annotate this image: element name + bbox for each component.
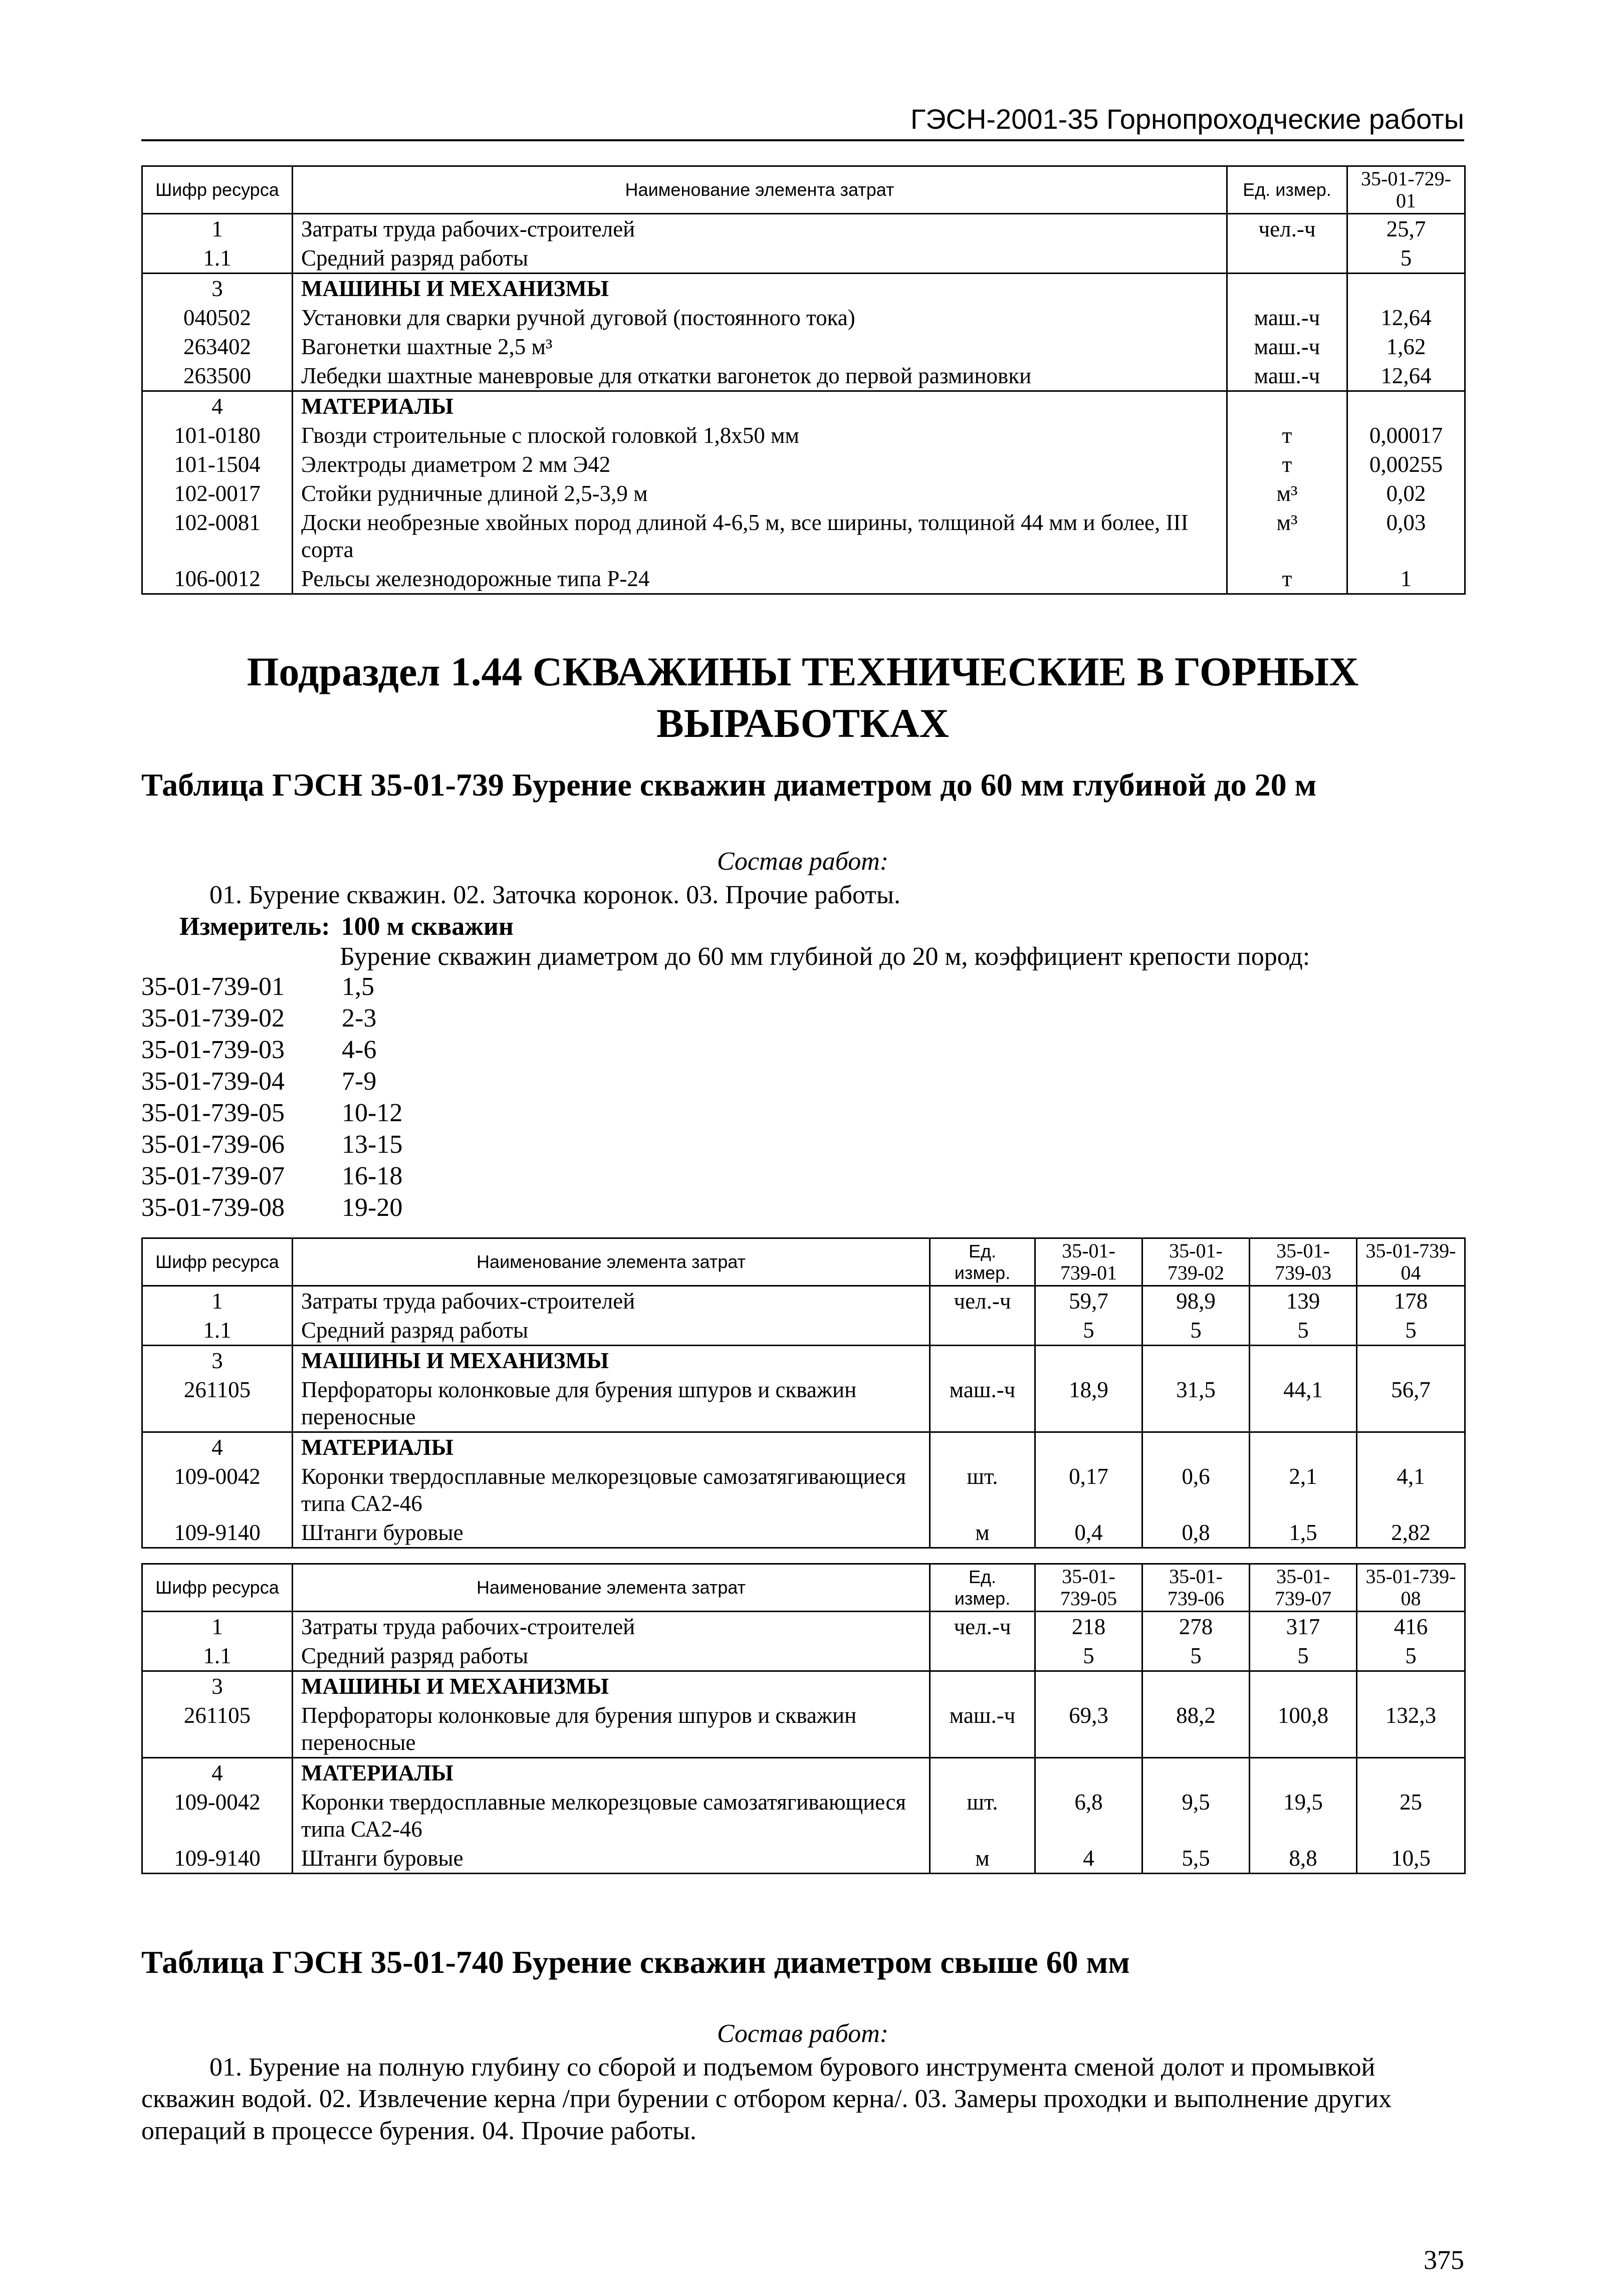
resource-name: Средний разряд работы: [293, 1316, 930, 1346]
table-row: [142, 1316, 1465, 1346]
resource-unit: [1227, 391, 1347, 421]
works-text-740: 01. Бурение на полную глубину со сборой и подъемом бурового инструмента сменой долот и промывкой скважин водой. 02. Извлечение керна /при бурении с отбором керна/. 03. Замеры проходки и выполнение других операций в процессе бурения. 04. Прочие работы.: [141, 2053, 1392, 2145]
norm-value: [1142, 1346, 1250, 1376]
norm-value: 25,7: [1347, 214, 1465, 244]
norm-value: 8,8: [1250, 1844, 1357, 1874]
norm-codes-list: [141, 971, 402, 1223]
resource-name: МАТЕРИАЛЫ: [293, 1432, 930, 1462]
resource-unit: маш.-ч: [930, 1375, 1035, 1432]
resource-unit: [930, 1316, 1035, 1346]
resource-code: 1.1: [142, 243, 293, 274]
resource-name: Затраты труда рабочих-строителей: [293, 1612, 930, 1642]
norm-value: 44,1: [1250, 1375, 1357, 1432]
norm-value: 4: [1035, 1844, 1142, 1874]
resource-code: 3: [142, 274, 293, 304]
norm-code: 35-01-739-05: [141, 1099, 285, 1127]
norm-code-row: [141, 1129, 402, 1160]
norm-value: 317: [1250, 1612, 1357, 1642]
norm-value: 1,62: [1347, 332, 1465, 361]
rock-hardness: 7-9: [342, 1067, 377, 1096]
table-row: [142, 391, 1465, 421]
resource-unit: шт.: [930, 1462, 1035, 1518]
resource-name: Электроды диаметром 2 мм Э42: [293, 450, 1227, 479]
resource-name: МАШИНЫ И МЕХАНИЗМЫ: [293, 1346, 930, 1376]
rock-hardness: 4-6: [342, 1036, 377, 1064]
norm-value: [1357, 1432, 1465, 1462]
resource-unit: м³: [1227, 508, 1347, 564]
table-row: [142, 303, 1465, 332]
norm-value: [1250, 1432, 1357, 1462]
works-label-740: Состав работ:: [717, 2019, 889, 2048]
norm-value: 98,9: [1142, 1286, 1250, 1316]
norm-code: 35-01-739-04: [141, 1067, 285, 1096]
resource-code: 263500: [142, 361, 293, 391]
resource-unit: маш.-ч: [930, 1701, 1035, 1758]
rock-hardness: 10-12: [342, 1099, 403, 1127]
resource-unit: м³: [1227, 479, 1347, 508]
rock-hardness: 2-3: [342, 1004, 377, 1033]
table-row: [142, 564, 1465, 594]
resource-unit: шт.: [930, 1788, 1035, 1844]
norm-value: 278: [1142, 1612, 1250, 1642]
resource-unit: чел.-ч: [930, 1286, 1035, 1316]
resource-unit: маш.-ч: [1227, 303, 1347, 332]
table-row: [142, 421, 1465, 450]
norm-value: 5: [1357, 1316, 1465, 1346]
resource-unit: [1227, 243, 1347, 274]
norm-value: 1,5: [1250, 1518, 1357, 1548]
col-header-code: Шифр ресурса: [142, 1238, 293, 1286]
resource-code: 040502: [142, 303, 293, 332]
resource-name: Средний разряд работы: [293, 243, 1227, 274]
col-header-norm: 35-01-739-07: [1250, 1564, 1357, 1612]
resource-code: 102-0081: [142, 508, 293, 564]
resource-name: МАШИНЫ И МЕХАНИЗМЫ: [293, 1671, 930, 1701]
norm-value: [1142, 1671, 1250, 1701]
resource-name: Вагонетки шахтные 2,5 м³: [293, 332, 1227, 361]
norm-value: 0,00255: [1347, 450, 1465, 479]
table-row: [142, 1788, 1465, 1844]
norm-value: [1357, 1346, 1465, 1376]
resource-code: 1: [142, 1612, 293, 1642]
table-row: [142, 274, 1465, 304]
table-row: [142, 479, 1465, 508]
resource-table-739-b: [141, 1563, 1466, 1874]
resource-code: 3: [142, 1671, 293, 1701]
table-739-title: Таблица ГЭСН 35-01-739 Бурение скважин диаметром до 60 мм глубиной до 20 м: [141, 767, 1317, 803]
table-row: [142, 1671, 1465, 1701]
table-row: [142, 1375, 1465, 1432]
norm-value: [1142, 1432, 1250, 1462]
works-text: 01. Бурение скважин. 02. Заточка коронок. 03. Прочие работы.: [209, 881, 900, 909]
norm-value: 5,5: [1142, 1844, 1250, 1874]
norm-value: 0,03: [1347, 508, 1465, 564]
norm-value: 12,64: [1347, 361, 1465, 391]
norm-value: [1035, 1432, 1142, 1462]
norm-value: [1142, 1758, 1250, 1788]
resource-name: МАШИНЫ И МЕХАНИЗМЫ: [293, 274, 1227, 304]
resource-unit: м: [930, 1844, 1035, 1874]
norm-code: 35-01-739-02: [141, 1004, 285, 1033]
resource-code: 1: [142, 1286, 293, 1316]
measure-label: Измеритель:: [179, 912, 330, 941]
resource-code: 261105: [142, 1701, 293, 1758]
norm-value: [1250, 1758, 1357, 1788]
norm-value: 0,6: [1142, 1462, 1250, 1518]
norm-value: 31,5: [1142, 1375, 1250, 1432]
resource-name: Коронки твердосплавные мелкорезцовые самозатягивающиеся типа СА2-46: [293, 1788, 930, 1844]
resource-code: 3: [142, 1346, 293, 1376]
resource-unit: чел.-ч: [930, 1612, 1035, 1642]
norm-value: 178: [1357, 1286, 1465, 1316]
resource-name: Рельсы железнодорожные типа Р-24: [293, 564, 1227, 594]
rock-hardness: 13-15: [342, 1130, 403, 1159]
page-number: 375: [1424, 2245, 1464, 2275]
table-row: [142, 332, 1465, 361]
resource-code: 101-1504: [142, 450, 293, 479]
col-header-code: Шифр ресурса: [142, 166, 293, 214]
norm-value: 12,64: [1347, 303, 1465, 332]
norm-value: [1347, 391, 1465, 421]
norm-value: 132,3: [1357, 1701, 1465, 1758]
resource-code: 1: [142, 214, 293, 244]
rock-hardness: 19-20: [342, 1193, 403, 1222]
table-row: [142, 361, 1465, 391]
norm-code: 35-01-739-07: [141, 1162, 285, 1190]
col-header-unit: Ед. измер.: [1227, 166, 1347, 214]
norm-value: [1035, 1346, 1142, 1376]
norm-value: 56,7: [1357, 1375, 1465, 1432]
table-740-title: Таблица ГЭСН 35-01-740 Бурение скважин диаметром свыше 60 мм: [141, 1944, 1130, 1980]
resource-name: Штанги буровые: [293, 1518, 930, 1548]
resource-name: Установки для сварки ручной дуговой (постоянного тока): [293, 303, 1227, 332]
norm-value: 5: [1035, 1316, 1142, 1346]
col-header-norm: 35-01-739-06: [1142, 1564, 1250, 1612]
resource-unit: [930, 1432, 1035, 1462]
norm-code-row: [141, 1066, 402, 1097]
norm-code: 35-01-739-06: [141, 1130, 285, 1159]
norm-value: 6,8: [1035, 1788, 1142, 1844]
norm-value: 5: [1035, 1641, 1142, 1671]
table-row: [142, 450, 1465, 479]
norm-value: 10,5: [1357, 1844, 1465, 1874]
col-header-name: Наименование элемента затрат: [293, 166, 1227, 214]
norm-value: 2,82: [1357, 1518, 1465, 1548]
col-header-norm: 35-01-739-01: [1035, 1238, 1142, 1286]
norm-value: 5: [1142, 1316, 1250, 1346]
running-header: ГЭСН-2001-35 Горнопроходческие работы: [910, 103, 1464, 135]
norm-value: 218: [1035, 1612, 1142, 1642]
norm-code-row: [141, 1002, 402, 1034]
resource-name: Гвозди строительные с плоской головкой 1,8х50 мм: [293, 421, 1227, 450]
norm-value: 0,4: [1035, 1518, 1142, 1548]
norm-value: [1250, 1346, 1357, 1376]
resource-code: 4: [142, 391, 293, 421]
resource-name: Перфораторы колонковые для бурения шпуров и скважин переносные: [293, 1701, 930, 1758]
norm-value: 25: [1357, 1788, 1465, 1844]
resource-code: 263402: [142, 332, 293, 361]
norm-value: 9,5: [1142, 1788, 1250, 1844]
table-row: [142, 1701, 1465, 1758]
resource-name: Средний разряд работы: [293, 1641, 930, 1671]
norm-code-row: [141, 971, 402, 1002]
table-row: [142, 508, 1465, 564]
table-row: [142, 1612, 1465, 1642]
resource-code: 106-0012: [142, 564, 293, 594]
resource-name: Штанги буровые: [293, 1844, 930, 1874]
norm-value: 416: [1357, 1612, 1465, 1642]
resource-unit: [930, 1671, 1035, 1701]
norm-code-row: [141, 1034, 402, 1066]
norm-code: 35-01-739-01: [141, 972, 285, 1001]
norm-value: 5: [1250, 1641, 1357, 1671]
resource-table-739-a: [141, 1237, 1466, 1549]
resource-name: МАТЕРИАЛЫ: [293, 1758, 930, 1788]
col-header-norm: 35-01-739-02: [1142, 1238, 1250, 1286]
resource-name: МАТЕРИАЛЫ: [293, 391, 1227, 421]
resource-table-729: [141, 165, 1466, 595]
norm-value: 5: [1347, 243, 1465, 274]
table-row: [142, 1844, 1465, 1874]
norm-value: 19,5: [1250, 1788, 1357, 1844]
col-header-name: Наименование элемента затрат: [293, 1238, 930, 1286]
resource-name: Коронки твердосплавные мелкорезцовые самозатягивающиеся типа СА2-46: [293, 1462, 930, 1518]
norm-value: [1357, 1758, 1465, 1788]
resource-name: Лебедки шахтные маневровые для откатки вагонеток до первой разминовки: [293, 361, 1227, 391]
resource-code: 4: [142, 1758, 293, 1788]
norm-value: 59,7: [1035, 1286, 1142, 1316]
works-label: Состав работ:: [717, 847, 889, 876]
norm-value: 0,17: [1035, 1462, 1142, 1518]
resource-code: 109-0042: [142, 1788, 293, 1844]
norm-value: 5: [1142, 1641, 1250, 1671]
col-header-name: Наименование элемента затрат: [293, 1564, 930, 1612]
table-row: [142, 1286, 1465, 1316]
norm-code-row: [141, 1097, 402, 1129]
col-header-norm: 35-01-739-04: [1357, 1238, 1465, 1286]
norm-value: [1357, 1671, 1465, 1701]
resource-unit: [930, 1758, 1035, 1788]
drill-intro: Бурение скважин диаметром до 60 мм глубиной до 20 м, коэффициент крепости пород:: [340, 942, 1310, 971]
resource-name: Затраты труда рабочих-строителей: [293, 1286, 930, 1316]
table-row: [142, 1758, 1465, 1788]
col-header-norm: 35-01-739-03: [1250, 1238, 1357, 1286]
resource-unit: [930, 1641, 1035, 1671]
norm-value: 0,8: [1142, 1518, 1250, 1548]
norm-value: [1035, 1758, 1142, 1788]
resource-unit: маш.-ч: [1227, 361, 1347, 391]
resource-code: 102-0017: [142, 479, 293, 508]
norm-value: 5: [1250, 1316, 1357, 1346]
resource-unit: т: [1227, 450, 1347, 479]
norm-value: 0,00017: [1347, 421, 1465, 450]
norm-code: 35-01-739-08: [141, 1193, 285, 1222]
resource-unit: [1227, 274, 1347, 304]
measure: [179, 912, 514, 941]
rock-hardness: 16-18: [342, 1162, 403, 1190]
resource-unit: маш.-ч: [1227, 332, 1347, 361]
resource-unit: т: [1227, 564, 1347, 594]
resource-unit: [930, 1346, 1035, 1376]
resource-name: Затраты труда рабочих-строителей: [293, 214, 1227, 244]
table-row: [142, 214, 1465, 244]
col-header-code: Шифр ресурса: [142, 1564, 293, 1612]
resource-code: 109-9140: [142, 1518, 293, 1548]
col-header-unit: Ед. измер.: [930, 1238, 1035, 1286]
resource-unit: т: [1227, 421, 1347, 450]
norm-value: [1347, 274, 1465, 304]
resource-code: 101-0180: [142, 421, 293, 450]
resource-code: 261105: [142, 1375, 293, 1432]
col-header-norm: 35-01-739-05: [1035, 1564, 1142, 1612]
table-row: [142, 1346, 1465, 1376]
resource-code: 1.1: [142, 1316, 293, 1346]
norm-value: 5: [1357, 1641, 1465, 1671]
resource-code: 109-0042: [142, 1462, 293, 1518]
norm-value: 2,1: [1250, 1462, 1357, 1518]
norm-value: 4,1: [1357, 1462, 1465, 1518]
norm-value: 88,2: [1142, 1701, 1250, 1758]
table-row: [142, 1432, 1465, 1462]
col-header-norm: 35-01-729-01: [1347, 166, 1465, 214]
table-row: [142, 1518, 1465, 1548]
col-header-norm: 35-01-739-08: [1357, 1564, 1465, 1612]
resource-name: Стойки рудничные длиной 2,5-3,9 м: [293, 479, 1227, 508]
resource-code: 1.1: [142, 1641, 293, 1671]
norm-value: 18,9: [1035, 1375, 1142, 1432]
norm-code-row: [141, 1160, 402, 1192]
resource-code: 109-9140: [142, 1844, 293, 1874]
measure-value: 100 м скважин: [341, 912, 514, 941]
norm-value: 139: [1250, 1286, 1357, 1316]
header-rule: [141, 139, 1464, 141]
norm-value: 1: [1347, 564, 1465, 594]
resource-name: Доски необрезные хвойных пород длиной 4-6,5 м, все ширины, толщиной 44 мм и более, III сорта: [293, 508, 1227, 564]
resource-name: Перфораторы колонковые для бурения шпуров и скважин переносные: [293, 1375, 930, 1432]
resource-unit: м: [930, 1518, 1035, 1548]
table-row: [142, 1641, 1465, 1671]
subsection-title: Подраздел 1.44 СКВАЖИНЫ ТЕХНИЧЕСКИЕ В ГОРНЫХ ВЫРАБОТКАХ: [247, 649, 1359, 746]
resource-unit: чел.-ч: [1227, 214, 1347, 244]
norm-value: 0,02: [1347, 479, 1465, 508]
table-row: [142, 243, 1465, 274]
norm-code-row: [141, 1192, 402, 1223]
rock-hardness: 1,5: [342, 972, 374, 1001]
norm-value: 100,8: [1250, 1701, 1357, 1758]
col-header-unit: Ед. измер.: [930, 1564, 1035, 1612]
norm-code: 35-01-739-03: [141, 1036, 285, 1064]
resource-code: 4: [142, 1432, 293, 1462]
table-row: [142, 1462, 1465, 1518]
norm-value: [1250, 1671, 1357, 1701]
norm-value: 69,3: [1035, 1701, 1142, 1758]
norm-value: [1035, 1671, 1142, 1701]
